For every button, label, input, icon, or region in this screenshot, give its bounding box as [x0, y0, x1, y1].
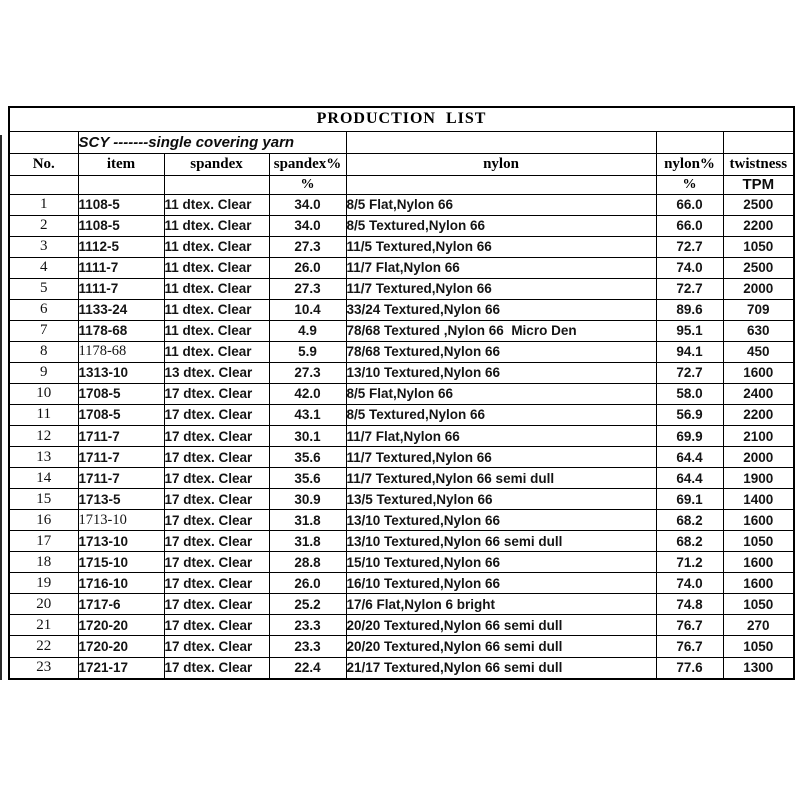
table-row — [9, 657, 794, 679]
row-number-cell: 17 — [9, 531, 78, 552]
table-row — [9, 447, 794, 468]
spandex-pct-cell: 26.0 — [269, 257, 346, 278]
item-cell: 1711-7 — [78, 447, 164, 468]
twistness-cell: 1400 — [723, 489, 794, 510]
nylon-cell: 13/5 Textured,Nylon 66 — [346, 489, 656, 510]
item-cell: 1111-7 — [78, 278, 164, 299]
table-row — [9, 531, 794, 552]
row-number-cell: 5 — [9, 278, 78, 299]
table-row — [9, 636, 794, 657]
spandex-cell: 17 dtex. Clear — [164, 404, 269, 425]
nylon-pct-cell: 74.0 — [656, 573, 723, 594]
nylon-cell: 78/68 Textured ,Nylon 66 Micro Den — [346, 320, 656, 341]
table-row — [9, 615, 794, 636]
nylon-pct-cell: 76.7 — [656, 636, 723, 657]
twistness-cell: 2500 — [723, 194, 794, 215]
table-row — [9, 510, 794, 531]
nylon-cell: 20/20 Textured,Nylon 66 semi dull — [346, 636, 656, 657]
scan-edge-artifact — [0, 135, 2, 680]
twistness-cell: 2200 — [723, 404, 794, 425]
twistness-cell: 1050 — [723, 594, 794, 615]
item-cell: 1111-7 — [78, 257, 164, 278]
column-header-row — [9, 153, 794, 175]
nylon-pct-cell: 56.9 — [656, 404, 723, 425]
spandex-pct-cell: 26.0 — [269, 573, 346, 594]
row-number-cell: 10 — [9, 383, 78, 404]
twistness-cell: 1050 — [723, 236, 794, 257]
spandex-pct-cell: 23.3 — [269, 636, 346, 657]
row-number-cell: 9 — [9, 362, 78, 383]
spandex-pct-cell: 43.1 — [269, 404, 346, 425]
nylon-pct-cell: 74.8 — [656, 594, 723, 615]
table-row — [9, 426, 794, 447]
twistness-unit: TPM — [723, 175, 794, 194]
twistness-cell: 630 — [723, 320, 794, 341]
item-cell: 1708-5 — [78, 404, 164, 425]
nylon-pct-cell: 71.2 — [656, 552, 723, 573]
item-cell: 1112-5 — [78, 236, 164, 257]
item-cell: 1108-5 — [78, 215, 164, 236]
nylon-cell: 11/7 Flat,Nylon 66 — [346, 426, 656, 447]
item-cell: 1711-7 — [78, 468, 164, 489]
nylon-cell: 21/17 Textured,Nylon 66 semi dull — [346, 657, 656, 679]
item-cell: 1717-6 — [78, 594, 164, 615]
empty-cell — [9, 175, 78, 194]
spandex-pct-cell: 31.8 — [269, 531, 346, 552]
spandex-cell: 17 dtex. Clear — [164, 531, 269, 552]
nylon-percent-unit: % — [656, 175, 723, 194]
nylon-cell: 8/5 Textured,Nylon 66 — [346, 404, 656, 425]
item-cell: 1715-10 — [78, 552, 164, 573]
table-row — [9, 341, 794, 362]
table-row — [9, 299, 794, 320]
spandex-cell: 11 dtex. Clear — [164, 320, 269, 341]
nylon-pct-cell: 76.7 — [656, 615, 723, 636]
item-cell: 1108-5 — [78, 194, 164, 215]
table-row — [9, 552, 794, 573]
twistness-cell: 1900 — [723, 468, 794, 489]
nylon-pct-cell: 95.1 — [656, 320, 723, 341]
item-cell: 1711-7 — [78, 426, 164, 447]
nylon-pct-cell: 89.6 — [656, 299, 723, 320]
page-title: PRODUCTION LIST — [9, 107, 794, 131]
nylon-cell: 16/10 Textured,Nylon 66 — [346, 573, 656, 594]
nylon-pct-cell: 64.4 — [656, 468, 723, 489]
nylon-cell: 33/24 Textured,Nylon 66 — [346, 299, 656, 320]
twistness-cell: 2000 — [723, 278, 794, 299]
column-header-spandex-pct: spandex% — [269, 153, 346, 175]
spandex-cell: 17 dtex. Clear — [164, 510, 269, 531]
spandex-pct-cell: 23.3 — [269, 615, 346, 636]
column-header-nylon-pct: nylon% — [656, 153, 723, 175]
nylon-cell: 15/10 Textured,Nylon 66 — [346, 552, 656, 573]
spandex-cell: 17 dtex. Clear — [164, 383, 269, 404]
item-cell: 1713-10 — [78, 510, 164, 531]
nylon-pct-cell: 68.2 — [656, 531, 723, 552]
table-row — [9, 468, 794, 489]
row-number-cell: 18 — [9, 552, 78, 573]
nylon-cell: 8/5 Flat,Nylon 66 — [346, 194, 656, 215]
row-number-cell: 4 — [9, 257, 78, 278]
table-row — [9, 383, 794, 404]
empty-cell — [346, 131, 656, 153]
row-number-cell: 21 — [9, 615, 78, 636]
spandex-pct-cell: 35.6 — [269, 447, 346, 468]
nylon-cell: 13/10 Textured,Nylon 66 semi dull — [346, 531, 656, 552]
twistness-cell: 2200 — [723, 215, 794, 236]
spandex-pct-cell: 10.4 — [269, 299, 346, 320]
twistness-cell: 1600 — [723, 573, 794, 594]
spandex-cell: 17 dtex. Clear — [164, 573, 269, 594]
spandex-pct-cell: 42.0 — [269, 383, 346, 404]
spandex-pct-cell: 31.8 — [269, 510, 346, 531]
column-header-twistness: twistness — [723, 153, 794, 175]
row-number-cell: 15 — [9, 489, 78, 510]
nylon-pct-cell: 58.0 — [656, 383, 723, 404]
item-cell: 1313-10 — [78, 362, 164, 383]
table-row — [9, 573, 794, 594]
table-row — [9, 236, 794, 257]
nylon-pct-cell: 66.0 — [656, 215, 723, 236]
spandex-cell: 17 dtex. Clear — [164, 552, 269, 573]
item-cell: 1708-5 — [78, 383, 164, 404]
spandex-pct-cell: 28.8 — [269, 552, 346, 573]
table-row — [9, 320, 794, 341]
spandex-cell: 17 dtex. Clear — [164, 447, 269, 468]
twistness-cell: 1300 — [723, 657, 794, 679]
twistness-cell: 1600 — [723, 510, 794, 531]
table-row — [9, 215, 794, 236]
spandex-cell: 17 dtex. Clear — [164, 615, 269, 636]
production-list-table — [8, 106, 795, 680]
spandex-pct-cell: 27.3 — [269, 236, 346, 257]
column-header-item: item — [78, 153, 164, 175]
spandex-pct-cell: 30.9 — [269, 489, 346, 510]
spandex-cell: 11 dtex. Clear — [164, 236, 269, 257]
nylon-pct-cell: 94.1 — [656, 341, 723, 362]
table-row — [9, 594, 794, 615]
nylon-pct-cell: 72.7 — [656, 236, 723, 257]
units-row — [9, 175, 794, 194]
nylon-pct-cell: 74.0 — [656, 257, 723, 278]
row-number-cell: 16 — [9, 510, 78, 531]
row-number-cell: 6 — [9, 299, 78, 320]
table-row — [9, 194, 794, 215]
row-number-cell: 13 — [9, 447, 78, 468]
row-number-cell: 14 — [9, 468, 78, 489]
nylon-cell: 8/5 Textured,Nylon 66 — [346, 215, 656, 236]
nylon-cell: 17/6 Flat,Nylon 6 bright — [346, 594, 656, 615]
spandex-pct-cell: 34.0 — [269, 215, 346, 236]
spandex-cell: 17 dtex. Clear — [164, 594, 269, 615]
row-number-cell: 22 — [9, 636, 78, 657]
twistness-cell: 1600 — [723, 362, 794, 383]
spandex-cell: 11 dtex. Clear — [164, 278, 269, 299]
twistness-cell: 2000 — [723, 447, 794, 468]
empty-cell — [78, 175, 164, 194]
nylon-cell: 11/7 Textured,Nylon 66 — [346, 278, 656, 299]
spandex-pct-cell: 25.2 — [269, 594, 346, 615]
nylon-pct-cell: 64.4 — [656, 447, 723, 468]
column-header-no: No. — [9, 153, 78, 175]
table-body — [9, 107, 794, 679]
item-cell: 1713-10 — [78, 531, 164, 552]
item-cell: 1178-68 — [78, 341, 164, 362]
nylon-pct-cell: 72.7 — [656, 362, 723, 383]
item-cell: 1720-20 — [78, 636, 164, 657]
spandex-cell: 11 dtex. Clear — [164, 341, 269, 362]
empty-cell — [656, 131, 723, 153]
title-row — [9, 107, 794, 131]
subtitle-text: SCY -------single covering yarn — [78, 131, 346, 153]
table-row — [9, 404, 794, 425]
spandex-cell: 17 dtex. Clear — [164, 426, 269, 447]
table-row — [9, 278, 794, 299]
nylon-cell: 11/5 Textured,Nylon 66 — [346, 236, 656, 257]
item-cell: 1178-68 — [78, 320, 164, 341]
spandex-pct-cell: 5.9 — [269, 341, 346, 362]
row-number-cell: 1 — [9, 194, 78, 215]
row-number-cell: 20 — [9, 594, 78, 615]
nylon-pct-cell: 72.7 — [656, 278, 723, 299]
row-number-cell: 12 — [9, 426, 78, 447]
empty-cell — [346, 175, 656, 194]
spandex-pct-cell: 34.0 — [269, 194, 346, 215]
twistness-cell: 450 — [723, 341, 794, 362]
row-number-cell: 7 — [9, 320, 78, 341]
spandex-pct-cell: 35.6 — [269, 468, 346, 489]
table-row — [9, 489, 794, 510]
twistness-cell: 1600 — [723, 552, 794, 573]
twistness-cell: 1050 — [723, 531, 794, 552]
table-row — [9, 257, 794, 278]
item-cell: 1721-17 — [78, 657, 164, 679]
spandex-cell: 11 dtex. Clear — [164, 299, 269, 320]
twistness-cell: 709 — [723, 299, 794, 320]
item-cell: 1716-10 — [78, 573, 164, 594]
spandex-cell: 11 dtex. Clear — [164, 257, 269, 278]
spandex-cell: 17 dtex. Clear — [164, 636, 269, 657]
column-header-spandex: spandex — [164, 153, 269, 175]
row-number-cell: 2 — [9, 215, 78, 236]
twistness-cell: 2500 — [723, 257, 794, 278]
spandex-cell: 17 dtex. Clear — [164, 489, 269, 510]
nylon-cell: 20/20 Textured,Nylon 66 semi dull — [346, 615, 656, 636]
nylon-pct-cell: 69.9 — [656, 426, 723, 447]
spandex-pct-cell: 30.1 — [269, 426, 346, 447]
spandex-cell: 11 dtex. Clear — [164, 194, 269, 215]
spandex-pct-cell: 27.3 — [269, 362, 346, 383]
item-cell: 1133-24 — [78, 299, 164, 320]
spandex-cell: 11 dtex. Clear — [164, 215, 269, 236]
row-number-cell: 23 — [9, 657, 78, 679]
nylon-pct-cell: 66.0 — [656, 194, 723, 215]
nylon-cell: 8/5 Flat,Nylon 66 — [346, 383, 656, 404]
item-cell: 1713-5 — [78, 489, 164, 510]
nylon-cell: 11/7 Textured,Nylon 66 semi dull — [346, 468, 656, 489]
spandex-percent-unit: % — [269, 175, 346, 194]
table-row — [9, 362, 794, 383]
spandex-cell: 13 dtex. Clear — [164, 362, 269, 383]
empty-cell — [164, 175, 269, 194]
empty-cell — [9, 131, 78, 153]
empty-cell — [723, 131, 794, 153]
nylon-pct-cell: 68.2 — [656, 510, 723, 531]
nylon-cell: 11/7 Flat,Nylon 66 — [346, 257, 656, 278]
twistness-cell: 2100 — [723, 426, 794, 447]
nylon-pct-cell: 69.1 — [656, 489, 723, 510]
column-header-nylon: nylon — [346, 153, 656, 175]
row-number-cell: 8 — [9, 341, 78, 362]
twistness-cell: 270 — [723, 615, 794, 636]
nylon-cell: 78/68 Textured,Nylon 66 — [346, 341, 656, 362]
spandex-cell: 17 dtex. Clear — [164, 468, 269, 489]
nylon-cell: 13/10 Textured,Nylon 66 — [346, 362, 656, 383]
nylon-cell: 13/10 Textured,Nylon 66 — [346, 510, 656, 531]
spandex-pct-cell: 27.3 — [269, 278, 346, 299]
nylon-cell: 11/7 Textured,Nylon 66 — [346, 447, 656, 468]
row-number-cell: 11 — [9, 404, 78, 425]
spandex-pct-cell: 4.9 — [269, 320, 346, 341]
nylon-pct-cell: 77.6 — [656, 657, 723, 679]
row-number-cell: 3 — [9, 236, 78, 257]
spandex-pct-cell: 22.4 — [269, 657, 346, 679]
item-cell: 1720-20 — [78, 615, 164, 636]
spandex-cell: 17 dtex. Clear — [164, 657, 269, 679]
subtitle-row — [9, 131, 794, 153]
twistness-cell: 1050 — [723, 636, 794, 657]
row-number-cell: 19 — [9, 573, 78, 594]
twistness-cell: 2400 — [723, 383, 794, 404]
